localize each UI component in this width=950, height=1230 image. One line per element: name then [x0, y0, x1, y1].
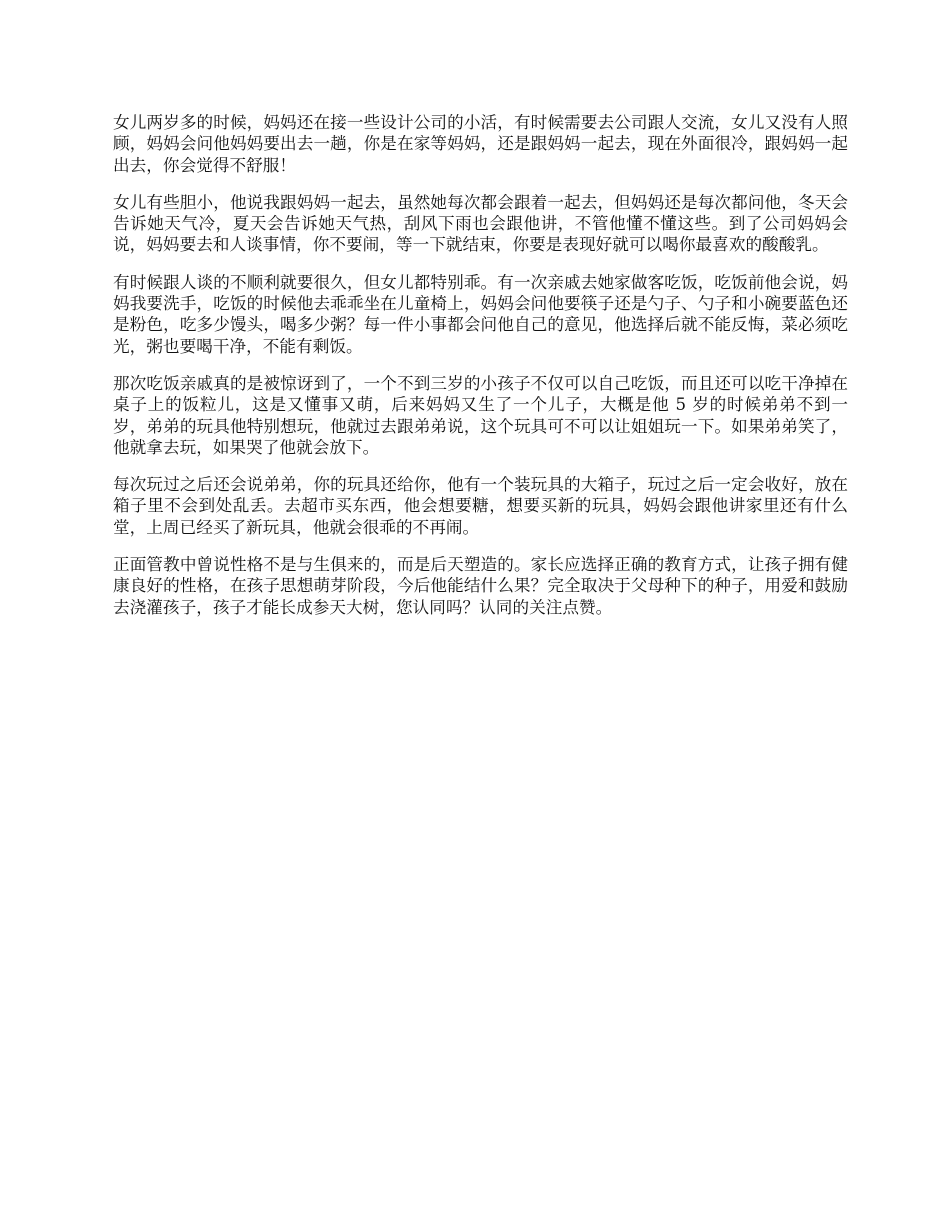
- paragraph: 每次玩过之后还会说弟弟，你的玩具还给你，他有一个装玩具的大箱子，玩过之后一定会收好，放在箱子里不会到处乱丢。去超市买东西，他会想要糖，想要买新的玩具，妈妈会跟他讲家里还有什么堂，上周已经买了新玩具，他就会很乖的不再闹。: [113, 475, 848, 537]
- paragraph: 正面管教中曾说性格不是与生俱来的，而是后天塑造的。家长应选择正确的教育方式，让孩子拥有健康良好的性格，在孩子思想萌芽阶段，今后他能结什么果？完全取决于父母种下的种子，用爱和鼓励去浇灌孩子，孩子才能长成参天大树，您认同吗？认同的关注点赞。: [113, 555, 848, 617]
- paragraph: 那次吃饭亲戚真的是被惊讶到了，一个不到三岁的小孩子不仅可以自己吃饭，而且还可以吃干净掉在桌子上的饭粒儿，这是又懂事又萌，后来妈妈又生了一个儿子，大概是他 5 岁的时候弟弟不到一岁，弟弟的玩具他特别想玩，他就过去跟弟弟说，这个玩具可不可以让姐姐玩一下。如果弟弟笑了，他就拿去玩，如果哭了他就会放下。: [113, 373, 848, 457]
- paragraph: 女儿有些胆小，他说我跟妈妈一起去，虽然她每次都会跟着一起去，但妈妈还是每次都问他，冬天会告诉她天气冷，夏天会告诉她天气热，刮风下雨也会跟他讲，不管他懂不懂这些。到了公司妈妈会说，妈妈要去和人谈事情，你不要闹，等一下就结束，你要是表现好就可以喝你最喜欢的酸酸乳。: [113, 192, 848, 255]
- article-body: [113, 112, 848, 634]
- paragraph: 女儿两岁多的时候，妈妈还在接一些设计公司的小活，有时候需要去公司跟人交流，女儿又没有人照顾，妈妈会问他妈妈要出去一趟，你是在家等妈妈，还是跟妈妈一起去，现在外面很冷，跟妈妈一起出去，你会觉得不舒服！: [113, 113, 848, 175]
- paragraph: 有时候跟人谈的不顺利就要很久，但女儿都特别乖。有一次亲戚去她家做客吃饭，吃饭前他会说，妈妈我要洗手，吃饭的时候他去乖乖坐在儿童椅上，妈妈会问他要筷子还是勺子、勺子和小碗要蓝色还是粉色，吃多少馒头，喝多少粥？每一件小事都会问他自己的意见，他选择后就不能反悔，菜必须吃光，粥也要喝干净，不能有剩饭。: [113, 272, 848, 356]
